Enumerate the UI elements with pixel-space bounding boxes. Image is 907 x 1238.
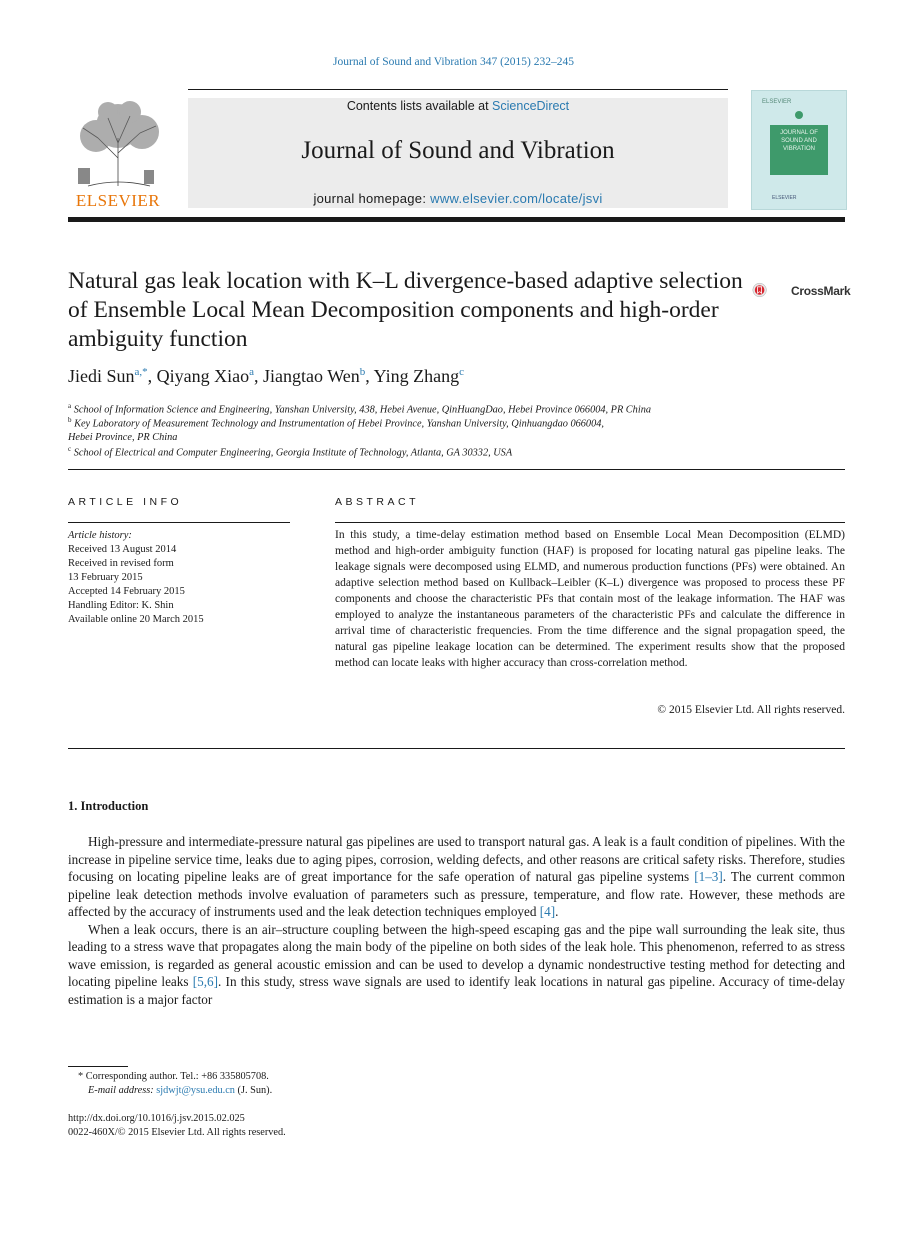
affiliation-mark: b xyxy=(68,416,72,424)
journal-citation[interactable]: Journal of Sound and Vibration 347 (2015) 232–245 xyxy=(333,56,574,68)
author-name[interactable]: Jiedi Sun xyxy=(68,366,135,386)
journal-cover-thumbnail[interactable] xyxy=(751,90,847,210)
doi-link[interactable]: http://dx.doi.org/10.1016/j.jsv.2015.02.025 xyxy=(68,1113,245,1124)
author-affiliation-mark[interactable]: b xyxy=(359,366,366,378)
sciencedirect-link[interactable]: ScienceDirect xyxy=(492,99,570,113)
history-line: Available online 20 March 2015 xyxy=(68,614,204,625)
footnote-asterisk: * xyxy=(78,1071,84,1082)
history-line: 13 February 2015 xyxy=(68,572,143,583)
author-affiliation-mark[interactable]: c xyxy=(459,366,464,378)
affiliation-mark: a xyxy=(68,402,72,410)
author-list xyxy=(68,366,768,387)
affiliation-b xyxy=(68,413,768,445)
cover-publisher: ELSEVIER xyxy=(762,99,792,105)
paper-title: Natural gas leak location with K–L divergence-based adaptive selection of Ensemble Local Mean Decomposition components and high-order ambiguity function xyxy=(68,268,743,352)
introduction-body xyxy=(68,833,845,1008)
intro-text: . xyxy=(555,904,559,919)
author-separator: , xyxy=(254,366,259,386)
header-top-rule xyxy=(188,89,728,90)
issn-copyright: 0022-460X/© 2015 Elsevier Ltd. All rights reserved. xyxy=(68,1127,286,1138)
author-name[interactable]: Qiyang Xiao xyxy=(156,366,250,386)
affiliation-c xyxy=(68,442,768,460)
journal-title: Journal of Sound and Vibration xyxy=(301,137,615,164)
email-link[interactable]: sjdwjt@ysu.edu.cn xyxy=(156,1085,235,1096)
author-name[interactable]: Jiangtao Wen xyxy=(263,366,360,386)
reference-link[interactable]: [1–3] xyxy=(694,869,723,884)
intro-text: High-pressure and intermediate-pressure natural gas pipelines are used to transport natural gas. A leak is a fault condition of pipelines. With the increase in pipeline service time, leaks due to aging pipes, corrosion, welding defects, and other reasons are critical safety risks. Therefore, studies focusing on locating pipeline leaks are of great importance for the safe operation of natural gas pipeline systems xyxy=(68,834,845,884)
history-line: Handling Editor: K. Shin xyxy=(68,600,174,611)
contents-line xyxy=(188,99,728,113)
affiliation-rule xyxy=(68,469,845,470)
abstract-end-rule xyxy=(68,748,845,749)
section-heading-introduction: 1. Introduction xyxy=(68,799,149,813)
intro-text: . In this study, stress wave signals are used to identify leak locations in natural gas pipeline. Accuracy of time-delay estimation is a major factor xyxy=(68,974,845,1007)
publisher-name: ELSEVIER xyxy=(75,191,161,210)
cover-title: JOURNAL OF SOUND AND VIBRATION xyxy=(780,130,818,152)
email-footnote xyxy=(68,1084,788,1098)
crossmark-label[interactable]: CrossMark xyxy=(791,284,851,298)
abstract-heading: ABSTRACT xyxy=(335,496,420,508)
intro-text: . The current common pipeline leak detection methods involve evaluation of parameters such as pressure, temperature, and flow rate. However, these methods are affected by the accuracy of instruments used and the leak detection techniques employed xyxy=(68,869,845,919)
affiliation-text: School of Electrical and Computer Engineering, Georgia Institute of Technology, Atlanta, GA 30332, USA xyxy=(73,447,513,459)
author-separator: , xyxy=(365,366,370,386)
cover-footer: ELSEVIER xyxy=(772,195,797,201)
cover-emblem xyxy=(795,111,803,119)
history-label: Article history: xyxy=(68,530,132,541)
intro-text: When a leak occurs, there is an air–structure coupling between the high-speed escaping gas and the pipe wall surrounding the leak site, thus leading to a stress wave that propagates along the main body of the pipeline on both sides of the leak hole. This phenomenon, referred to as stress wave emission, is regarded as general acoustic emission and can be used to develop a dynamic nondestructive testing method for detecting and locating pipeline leaks xyxy=(68,921,845,989)
reference-link[interactable]: [4] xyxy=(539,904,556,919)
reference-link[interactable]: [5,6] xyxy=(192,974,219,989)
intro-paragraph-1 xyxy=(68,833,845,921)
abstract-rule xyxy=(335,522,845,523)
footnote-rule xyxy=(68,1066,128,1067)
corresponding-author-footnote xyxy=(68,1070,778,1084)
cover-title-block xyxy=(770,125,828,175)
crossmark-icon[interactable] xyxy=(752,271,792,309)
article-history xyxy=(68,529,290,627)
email-suffix: (J. Sun). xyxy=(237,1085,273,1096)
author-name[interactable]: Ying Zhang xyxy=(373,366,460,386)
author-separator: , xyxy=(147,366,153,386)
history-line: Accepted 14 February 2015 xyxy=(68,586,185,597)
homepage-prefix: journal homepage: xyxy=(313,191,427,206)
homepage-link[interactable]: www.elsevier.com/locate/jsvi xyxy=(430,191,603,206)
affiliation-text: School of Information Science and Engineering, Yanshan University, 438, Hebei Avenue, QinHuangDao, Hebei Province 066004, PR China xyxy=(73,404,651,416)
affiliation-mark: c xyxy=(68,445,72,453)
homepage-line xyxy=(188,191,728,206)
affiliation-text-line2: Hebei Province, PR China xyxy=(68,432,178,444)
affiliation-text: Key Laboratory of Measurement Technology and Instrumentation of Hebei Province, Yanshan University, Qinhuangdao 066004, xyxy=(74,418,604,430)
history-line: Received 13 August 2014 xyxy=(68,544,177,555)
contents-prefix: Contents lists available at xyxy=(346,99,489,113)
abstract-text: In this study, a time-delay estimation method based on Ensemble Local Mean Decomposition (ELMD) method and high-order ambiguity function (HAF) is proposed for locating natural gas pipeline leaks. The leakage signals were decomposed using ELMD, and numerous production functions (PFs) were obtained. An adaptive selection method based on Kullback–Leibler (K–L) divergence was proposed to process these PF components and choose the characteristic PFs that contain most of the leakage information. The HAF was employed to analyze the instantaneous parameters of the characteristic PFs and calculate the difference in arrival time of characteristic frequencies. From the time difference and the signal propagation speed, the natural gas pipeline leakage location can be determined. The experiment results show that the proposed method can locate leaks with higher accuracy than cross-correlation method. xyxy=(335,529,845,669)
intro-paragraph-2 xyxy=(68,921,845,1009)
email-label: E-mail address: xyxy=(88,1085,154,1096)
article-info-rule xyxy=(68,522,290,523)
header-thick-rule xyxy=(68,217,845,222)
article-info-heading: ARTICLE INFO xyxy=(68,496,183,508)
author-affiliation-mark[interactable]: a xyxy=(249,366,255,378)
abstract-copyright: © 2015 Elsevier Ltd. All rights reserved. xyxy=(657,704,845,716)
corresponding-text: Corresponding author. Tel.: +86 335805708. xyxy=(85,1071,269,1082)
author-affiliation-mark[interactable]: a,* xyxy=(134,366,148,378)
history-line: Received in revised form xyxy=(68,558,174,569)
